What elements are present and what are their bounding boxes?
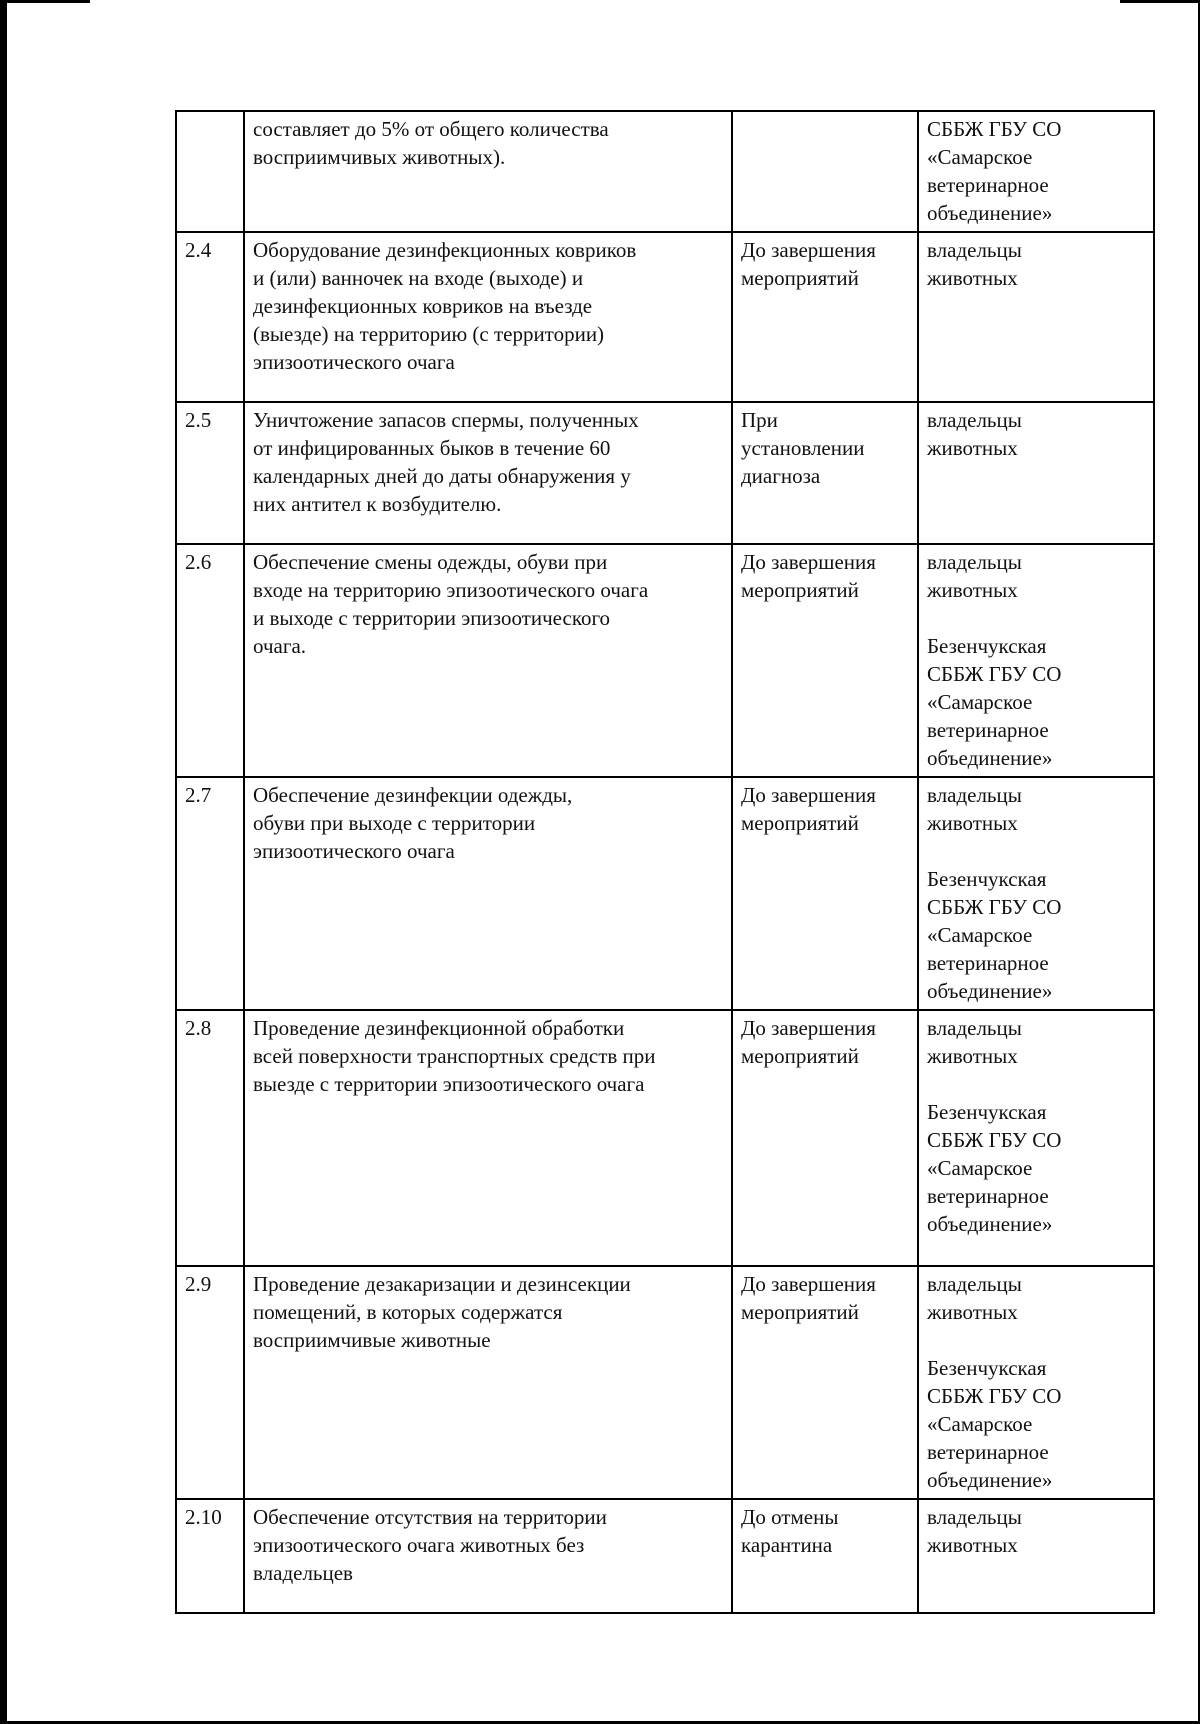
row-number: 2.10 [176, 1499, 244, 1613]
table-row [176, 232, 1154, 402]
responsible-vet-station: Безенчукская СББЖ ГБУ СО «Самарское ветеринарное объединение» [927, 1356, 1062, 1492]
table-row [176, 402, 1154, 544]
row-number: 2.4 [176, 232, 244, 402]
row-responsible: СББЖ ГБУ СО «Самарское ветеринарное объединение» [918, 111, 1154, 232]
row-term [732, 111, 918, 232]
row-action: Обеспечение отсутствия на территории эпизоотического очага животных без владельцев [244, 1499, 732, 1613]
responsible-owners: владельцы животных [927, 783, 1022, 835]
row-term: До завершения мероприятий [732, 544, 918, 777]
row-responsible: владельцы животных [918, 402, 1154, 544]
table-row [176, 111, 1154, 232]
table-row [176, 777, 1154, 1010]
row-responsible: владельцы животных [918, 232, 1154, 402]
row-action: Обеспечение смены одежды, обуви при входе на территорию эпизоотического очага и выходе с территории эпизоотического очага. [244, 544, 732, 777]
row-action: Уничтожение запасов спермы, полученных от инфицированных быков в течение 60 календарных дней до даты обнаружения у них антител к возбудителю. [244, 402, 732, 544]
row-term: До отмены карантина [732, 1499, 918, 1613]
table-row [176, 1010, 1154, 1266]
row-term: При установлении диагноза [732, 402, 918, 544]
row-action: Оборудование дезинфекционных ковриков и (или) ванночек на входе (выходе) и дезинфекционных ковриков на въезде (выезде) на территорию (с территории) эпизоотического очага [244, 232, 732, 402]
row-term: До завершения мероприятий [732, 777, 918, 1010]
scan-border-left [0, 0, 7, 1724]
responsible-vet-station: Безенчукская СББЖ ГБУ СО «Самарское ветеринарное объединение» [927, 634, 1062, 770]
row-number: 2.7 [176, 777, 244, 1010]
scan-border-top-left [0, 0, 90, 3]
responsible-owners: владельцы животных [927, 550, 1022, 602]
measures-table [175, 110, 1155, 1614]
responsible-vet-station: Безенчукская СББЖ ГБУ СО «Самарское ветеринарное объединение» [927, 867, 1062, 1003]
row-term: До завершения мероприятий [732, 1266, 918, 1499]
table-row [176, 1499, 1154, 1613]
row-action: Проведение дезакаризации и дезинсекции помещений, в которых содержатся восприимчивые животные [244, 1266, 732, 1499]
table-row [176, 1266, 1154, 1499]
responsible-owners: владельцы животных [927, 1016, 1022, 1068]
row-action: составляет до 5% от общего количества восприимчивых животных). [244, 111, 732, 232]
responsible-vet-station: Безенчукская СББЖ ГБУ СО «Самарское ветеринарное объединение» [927, 1100, 1062, 1236]
row-action: Проведение дезинфекционной обработки всей поверхности транспортных средств при выезде с территории эпизоотического очага [244, 1010, 732, 1266]
row-responsible [918, 544, 1154, 777]
scan-border-top-right [1120, 0, 1200, 3]
row-responsible: владельцы животных [918, 1499, 1154, 1613]
responsible-owners: владельцы животных [927, 1272, 1022, 1324]
row-responsible [918, 1266, 1154, 1499]
row-number [176, 111, 244, 232]
row-term: До завершения мероприятий [732, 1010, 918, 1266]
table-row [176, 544, 1154, 777]
row-number: 2.5 [176, 402, 244, 544]
row-responsible [918, 777, 1154, 1010]
row-number: 2.6 [176, 544, 244, 777]
row-responsible [918, 1010, 1154, 1266]
row-number: 2.9 [176, 1266, 244, 1499]
row-action: Обеспечение дезинфекции одежды, обуви при выходе с территории эпизоотического очага [244, 777, 732, 1010]
row-term: До завершения мероприятий [732, 232, 918, 402]
row-number: 2.8 [176, 1010, 244, 1266]
